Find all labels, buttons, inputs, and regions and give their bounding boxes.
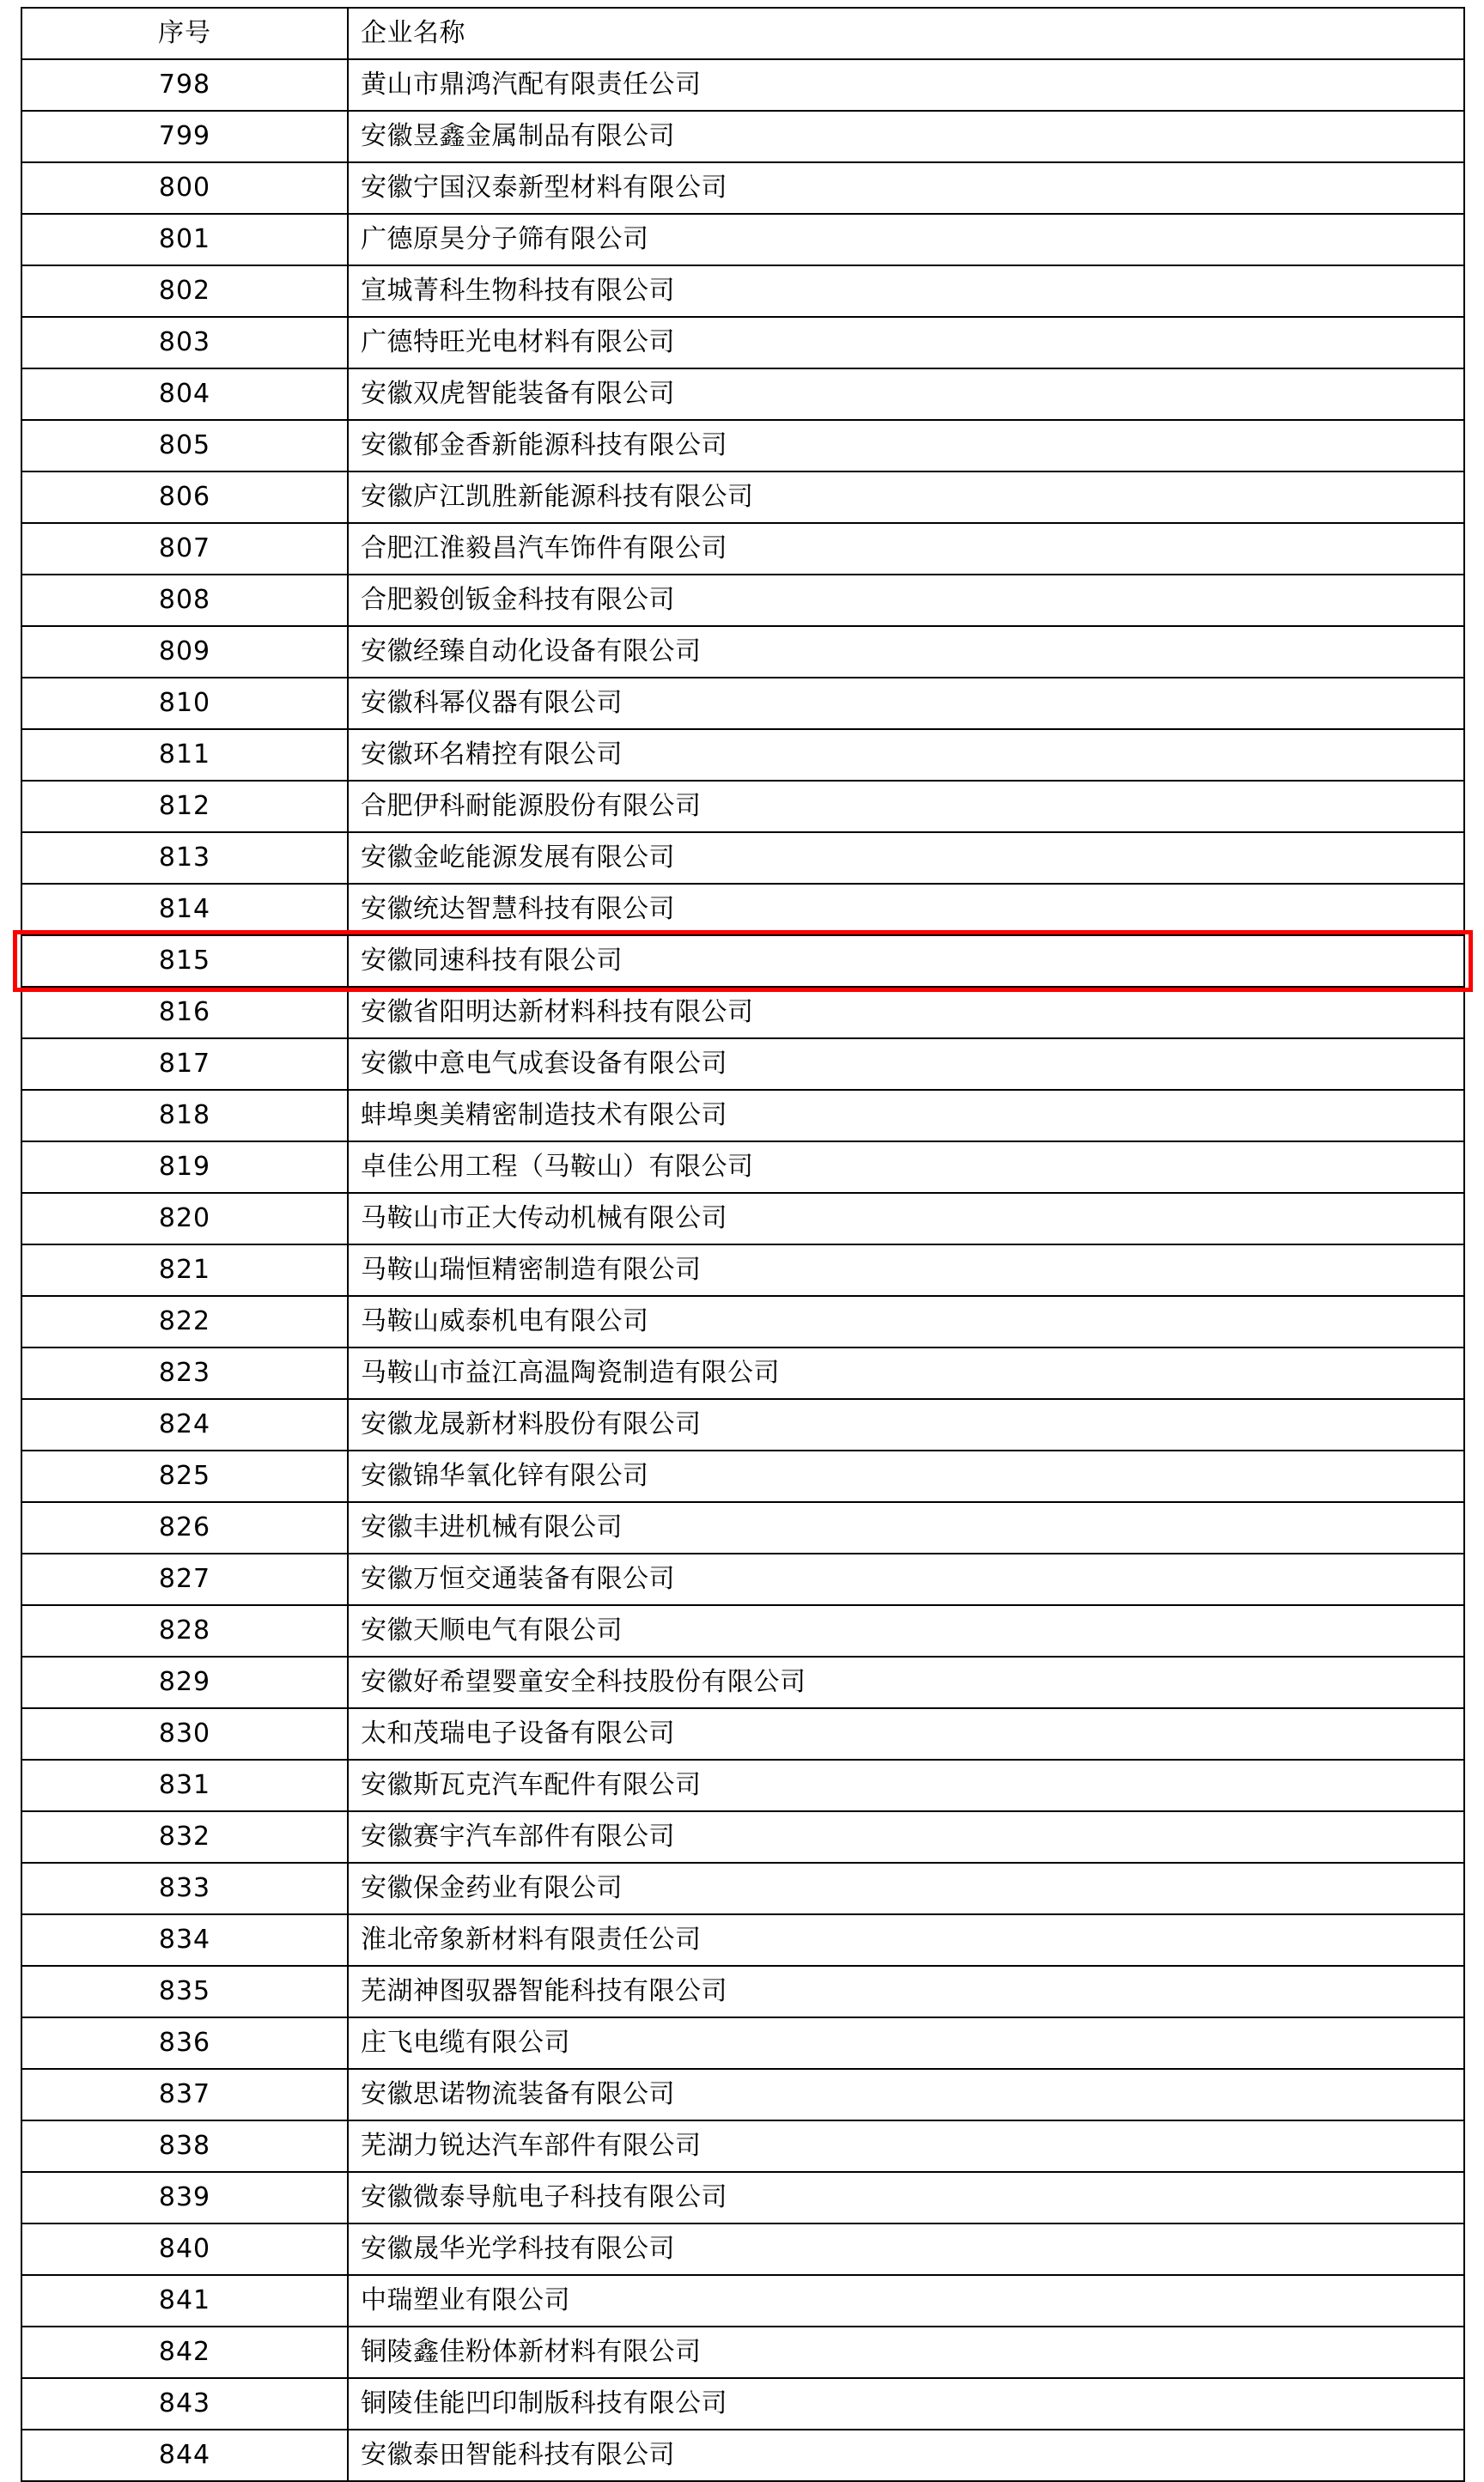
row-company-name-cell: 安徽斯瓦克汽车配件有限公司 xyxy=(348,1760,1464,1811)
table-row xyxy=(21,368,1464,420)
row-index-cell: 798 xyxy=(21,59,348,111)
row-company-name-cell: 卓佳公用工程（马鞍山）有限公司 xyxy=(348,1141,1464,1193)
table-header xyxy=(21,8,1464,59)
table-row xyxy=(21,832,1464,884)
row-index-cell: 837 xyxy=(21,2069,348,2120)
table-row xyxy=(21,1244,1464,1296)
row-company-name-cell: 安徽晟华光学科技有限公司 xyxy=(348,2223,1464,2275)
table-row xyxy=(21,111,1464,162)
row-index-cell: 839 xyxy=(21,2172,348,2223)
table-row xyxy=(21,1708,1464,1760)
row-company-name-cell: 庄飞电缆有限公司 xyxy=(348,2017,1464,2069)
table-row xyxy=(21,214,1464,265)
row-index-cell: 812 xyxy=(21,781,348,832)
row-index-cell: 844 xyxy=(21,2430,348,2481)
table-row xyxy=(21,884,1464,935)
table-row xyxy=(21,471,1464,523)
row-company-name-cell: 安徽双虎智能装备有限公司 xyxy=(348,368,1464,420)
row-company-name-cell: 广德特旺光电材料有限公司 xyxy=(348,317,1464,368)
table-row xyxy=(21,1451,1464,1502)
table-row xyxy=(21,2120,1464,2172)
row-company-name-cell: 安徽庐江凯胜新能源科技有限公司 xyxy=(348,471,1464,523)
company-list-table xyxy=(21,7,1465,2482)
row-index-cell: 814 xyxy=(21,884,348,935)
row-index-cell: 817 xyxy=(21,1038,348,1090)
row-company-name-cell: 安徽中意电气成套设备有限公司 xyxy=(348,1038,1464,1090)
row-index-cell: 829 xyxy=(21,1657,348,1708)
row-company-name-cell: 安徽昱鑫金属制品有限公司 xyxy=(348,111,1464,162)
table-row xyxy=(21,1554,1464,1605)
row-index-cell: 833 xyxy=(21,1863,348,1914)
row-index-cell: 830 xyxy=(21,1708,348,1760)
row-company-name-cell: 安徽科幂仪器有限公司 xyxy=(348,678,1464,729)
row-company-name-cell: 安徽保金药业有限公司 xyxy=(348,1863,1464,1914)
table-row xyxy=(21,935,1464,987)
row-company-name-cell: 安徽宁国汉泰新型材料有限公司 xyxy=(348,162,1464,214)
row-company-name-cell: 安徽经臻自动化设备有限公司 xyxy=(348,626,1464,678)
table-row xyxy=(21,265,1464,317)
table-row xyxy=(21,1296,1464,1347)
table-row xyxy=(21,987,1464,1038)
row-company-name-cell: 安徽天顺电气有限公司 xyxy=(348,1605,1464,1657)
row-index-cell: 811 xyxy=(21,729,348,781)
table-row xyxy=(21,781,1464,832)
table-row xyxy=(21,1399,1464,1451)
row-index-cell: 840 xyxy=(21,2223,348,2275)
row-company-name-cell: 淮北帝象新材料有限责任公司 xyxy=(348,1914,1464,1966)
row-index-cell: 842 xyxy=(21,2327,348,2378)
row-index-cell: 832 xyxy=(21,1811,348,1863)
table-row xyxy=(21,729,1464,781)
row-index-cell: 819 xyxy=(21,1141,348,1193)
table-row xyxy=(21,1038,1464,1090)
table-row xyxy=(21,1657,1464,1708)
row-index-cell: 821 xyxy=(21,1244,348,1296)
row-company-name-cell: 芜湖神图驭器智能科技有限公司 xyxy=(348,1966,1464,2017)
row-index-cell: 825 xyxy=(21,1451,348,1502)
row-company-name-cell: 太和茂瑞电子设备有限公司 xyxy=(348,1708,1464,1760)
row-index-cell: 801 xyxy=(21,214,348,265)
row-company-name-cell: 安徽微泰导航电子科技有限公司 xyxy=(348,2172,1464,2223)
table-row xyxy=(21,1090,1464,1141)
table-header-row xyxy=(21,8,1464,59)
row-index-cell: 800 xyxy=(21,162,348,214)
table-row xyxy=(21,2223,1464,2275)
row-index-cell: 831 xyxy=(21,1760,348,1811)
table-row xyxy=(21,2430,1464,2481)
table-body xyxy=(21,59,1464,2481)
table-row xyxy=(21,2275,1464,2327)
row-company-name-cell: 合肥江淮毅昌汽车饰件有限公司 xyxy=(348,523,1464,575)
row-index-cell: 843 xyxy=(21,2378,348,2430)
table-row xyxy=(21,2017,1464,2069)
row-index-cell: 822 xyxy=(21,1296,348,1347)
row-company-name-cell: 合肥伊科耐能源股份有限公司 xyxy=(348,781,1464,832)
row-company-name-cell: 芜湖力锐达汽车部件有限公司 xyxy=(348,2120,1464,2172)
table-row xyxy=(21,1966,1464,2017)
table-row xyxy=(21,1347,1464,1399)
row-company-name-cell: 中瑞塑业有限公司 xyxy=(348,2275,1464,2327)
row-company-name-cell: 安徽郁金香新能源科技有限公司 xyxy=(348,420,1464,471)
row-company-name-cell: 铜陵佳能凹印制版科技有限公司 xyxy=(348,2378,1464,2430)
table-row xyxy=(21,2172,1464,2223)
row-index-cell: 806 xyxy=(21,471,348,523)
row-company-name-cell: 马鞍山市益江高温陶瓷制造有限公司 xyxy=(348,1347,1464,1399)
table-row xyxy=(21,1502,1464,1554)
row-company-name-cell: 安徽环名精控有限公司 xyxy=(348,729,1464,781)
table-row xyxy=(21,1605,1464,1657)
table-row xyxy=(21,59,1464,111)
row-index-cell: 799 xyxy=(21,111,348,162)
row-company-name-cell: 铜陵鑫佳粉体新材料有限公司 xyxy=(348,2327,1464,2378)
row-company-name-cell: 安徽思诺物流装备有限公司 xyxy=(348,2069,1464,2120)
table-row xyxy=(21,575,1464,626)
table-row xyxy=(21,1811,1464,1863)
row-index-cell: 828 xyxy=(21,1605,348,1657)
row-company-name-cell: 马鞍山瑞恒精密制造有限公司 xyxy=(348,1244,1464,1296)
row-index-cell: 834 xyxy=(21,1914,348,1966)
table-row xyxy=(21,2069,1464,2120)
row-company-name-cell: 安徽万恒交通装备有限公司 xyxy=(348,1554,1464,1605)
table-row xyxy=(21,1914,1464,1966)
row-company-name-cell: 合肥毅创钣金科技有限公司 xyxy=(348,575,1464,626)
row-company-name-cell: 宣城菁科生物科技有限公司 xyxy=(348,265,1464,317)
column-header-index: 序号 xyxy=(21,8,348,59)
table-row xyxy=(21,1193,1464,1244)
row-index-cell: 827 xyxy=(21,1554,348,1605)
table-row xyxy=(21,1760,1464,1811)
row-index-cell: 805 xyxy=(21,420,348,471)
row-company-name-cell: 安徽丰进机械有限公司 xyxy=(348,1502,1464,1554)
row-company-name-cell: 安徽锦华氧化锌有限公司 xyxy=(348,1451,1464,1502)
row-company-name-cell: 安徽好希望婴童安全科技股份有限公司 xyxy=(348,1657,1464,1708)
row-company-name-cell: 安徽泰田智能科技有限公司 xyxy=(348,2430,1464,2481)
row-index-cell: 807 xyxy=(21,523,348,575)
row-company-name-cell: 广德原昊分子筛有限公司 xyxy=(348,214,1464,265)
table-row xyxy=(21,2327,1464,2378)
row-index-cell: 818 xyxy=(21,1090,348,1141)
row-index-cell: 816 xyxy=(21,987,348,1038)
table-row xyxy=(21,2378,1464,2430)
row-company-name-cell: 黄山市鼎鸿汽配有限责任公司 xyxy=(348,59,1464,111)
row-index-cell: 841 xyxy=(21,2275,348,2327)
row-index-cell: 820 xyxy=(21,1193,348,1244)
table-row xyxy=(21,1863,1464,1914)
row-index-cell: 826 xyxy=(21,1502,348,1554)
row-index-cell: 803 xyxy=(21,317,348,368)
table-row xyxy=(21,678,1464,729)
row-company-name-cell: 安徽同速科技有限公司 xyxy=(348,935,1464,987)
table-row xyxy=(21,317,1464,368)
row-index-cell: 808 xyxy=(21,575,348,626)
row-index-cell: 836 xyxy=(21,2017,348,2069)
row-index-cell: 809 xyxy=(21,626,348,678)
table-row xyxy=(21,523,1464,575)
row-index-cell: 838 xyxy=(21,2120,348,2172)
row-company-name-cell: 马鞍山威泰机电有限公司 xyxy=(348,1296,1464,1347)
row-index-cell: 810 xyxy=(21,678,348,729)
row-index-cell: 835 xyxy=(21,1966,348,2017)
table-row xyxy=(21,626,1464,678)
row-index-cell: 824 xyxy=(21,1399,348,1451)
row-index-cell: 823 xyxy=(21,1347,348,1399)
row-company-name-cell: 蚌埠奥美精密制造技术有限公司 xyxy=(348,1090,1464,1141)
column-header-name: 企业名称 xyxy=(348,8,1464,59)
row-index-cell: 804 xyxy=(21,368,348,420)
table-row xyxy=(21,420,1464,471)
row-company-name-cell: 马鞍山市正大传动机械有限公司 xyxy=(348,1193,1464,1244)
table-row xyxy=(21,162,1464,214)
row-company-name-cell: 安徽龙晟新材料股份有限公司 xyxy=(348,1399,1464,1451)
row-index-cell: 802 xyxy=(21,265,348,317)
row-company-name-cell: 安徽省阳明达新材料科技有限公司 xyxy=(348,987,1464,1038)
row-company-name-cell: 安徽金屹能源发展有限公司 xyxy=(348,832,1464,884)
row-index-cell: 813 xyxy=(21,832,348,884)
table-row xyxy=(21,1141,1464,1193)
row-company-name-cell: 安徽赛宇汽车部件有限公司 xyxy=(348,1811,1464,1863)
row-index-cell: 815 xyxy=(21,935,348,987)
row-company-name-cell: 安徽统达智慧科技有限公司 xyxy=(348,884,1464,935)
